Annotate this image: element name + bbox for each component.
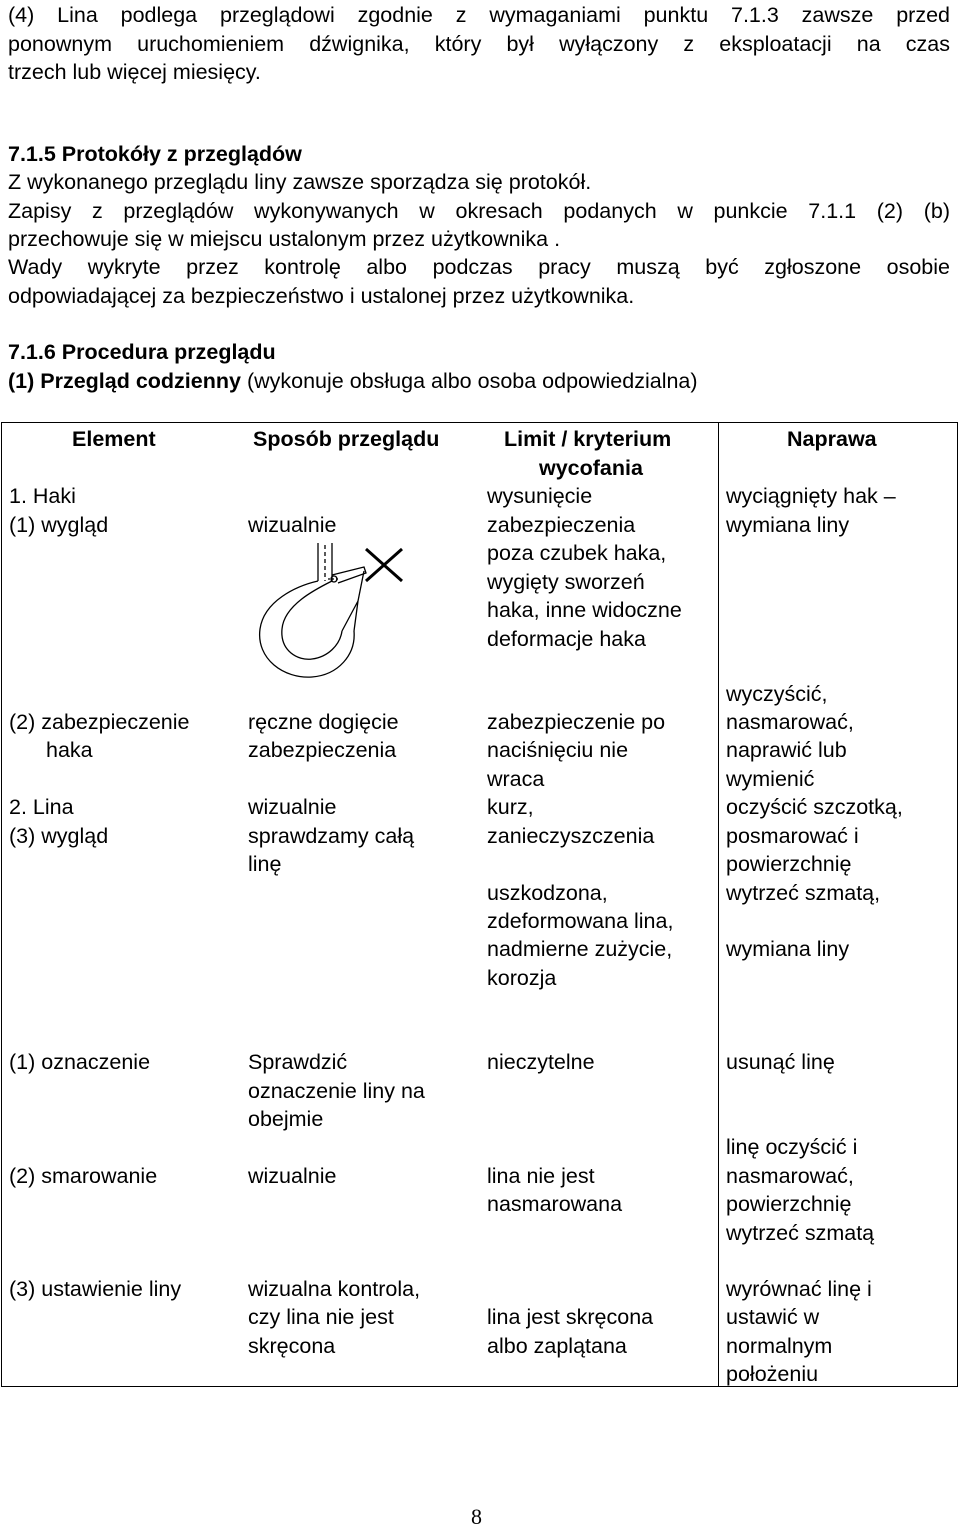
row3-limit-5: zdeformowana lina,	[487, 909, 674, 933]
row4-method-1: Sprawdzić	[248, 1050, 348, 1074]
section-715-line-2: Zapisy z przeglądów wykonywanych w okresach podanych w punkcie 7.1.1 (2) (b)	[8, 199, 950, 223]
row3-method-2: sprawdzamy całą	[248, 824, 415, 848]
page-number: 8	[471, 1504, 482, 1529]
row5-repair-1: linę oczyścić i	[726, 1135, 858, 1159]
section-715-heading: 7.1.5 Protokóły z przeglądów	[8, 142, 302, 166]
row6-method-2: czy lina nie jest	[248, 1305, 394, 1329]
section-715-line-3: przechowuje się w miejscu ustalonym przez użytkownika .	[8, 227, 561, 251]
row5-method-1: wizualnie	[248, 1164, 337, 1188]
row6-repair-2: ustawić w	[726, 1305, 820, 1329]
section-716-sub-bold: (1) Przegląd codzienny	[8, 369, 241, 393]
row1-limit-6: deformacje haka	[487, 627, 646, 651]
row2-limit-1: zabezpieczenie po	[487, 710, 666, 734]
row5-element-1: (2) smarowanie	[9, 1164, 158, 1188]
row3-method-3: linę	[248, 852, 282, 876]
row2-repair-1: wyczyścić,	[726, 682, 828, 706]
section-715-line-5: odpowiadającej za bezpieczeństwo i ustalonej przez użytkownika.	[8, 284, 635, 308]
row3-repair-6: wymiana liny	[726, 937, 850, 961]
row6-element-1: (3) ustawienie liny	[9, 1277, 182, 1301]
row2-method-1: ręczne dogięcie	[248, 710, 399, 734]
header-repair: Naprawa	[787, 427, 877, 451]
row2-element-1: (2) zabezpieczenie	[9, 710, 190, 734]
section-716-subheading	[8, 367, 698, 396]
row2-method-2: zabezpieczenia	[248, 738, 397, 762]
row5-repair-2: nasmarować,	[726, 1164, 854, 1188]
row3-repair-3: powierzchnię	[726, 852, 852, 876]
row3-limit-4: uszkodzona,	[487, 881, 608, 905]
row3-repair-1: oczyścić szczotką,	[726, 795, 903, 819]
row5-repair-3: powierzchnię	[726, 1192, 852, 1216]
row2-repair-3: naprawić lub	[726, 738, 847, 762]
row4-method-2: oznaczenie liny na	[248, 1079, 425, 1103]
section-715-line-4: Wady wykryte przez kontrolę albo podczas pracy muszą być zgłoszone osobie	[8, 255, 950, 279]
row1-limit-5: haka, inne widoczne	[487, 598, 682, 622]
row2-repair-4: wymienić	[726, 767, 815, 791]
row5-limit-1: lina nie jest	[487, 1164, 595, 1188]
row3-element-2: (3) wygląd	[9, 824, 109, 848]
row6-method-1: wizualna kontrola,	[248, 1277, 421, 1301]
header-limit-1: Limit / kryterium	[504, 427, 672, 451]
row3-limit-7: korozja	[487, 966, 557, 990]
row6-method-3: skręcona	[248, 1334, 336, 1358]
row2-limit-2: naciśnięciu nie	[487, 738, 629, 762]
row3-limit-2: zanieczyszczenia	[487, 824, 655, 848]
row4-method-3: obejmie	[248, 1107, 324, 1131]
row3-limit-1: kurz,	[487, 795, 534, 819]
row3-element-1: 2. Lina	[9, 795, 74, 819]
row1-limit-2: zabezpieczenia	[487, 513, 636, 537]
row1-repair-2: wymiana liny	[726, 513, 850, 537]
row4-repair-1: usunąć linę	[726, 1050, 835, 1074]
inspection-table	[1, 422, 958, 1387]
section-715-line-1: Z wykonanego przeglądu liny zawsze sporządza się protokół.	[8, 170, 592, 194]
row1-limit-4: wygięty sworzeń	[487, 570, 645, 594]
row2-limit-3: wraca	[487, 767, 545, 791]
row1-repair-1: wyciągnięty hak –	[726, 484, 896, 508]
header-limit-2: wycofania	[539, 456, 643, 480]
row6-repair-4: położeniu	[726, 1362, 819, 1386]
row6-limit-1: lina jest skręcona	[487, 1305, 654, 1329]
row1-element-2: (1) wygląd	[9, 513, 109, 537]
header-element: Element	[72, 427, 156, 451]
row1-limit-3: poza czubek haka,	[487, 541, 667, 565]
row4-element-1: (1) oznaczenie	[9, 1050, 151, 1074]
row3-repair-4: wytrzeć szmatą,	[726, 881, 881, 905]
row3-repair-2: posmarować i	[726, 824, 859, 848]
header-method: Sposób przeglądu	[253, 427, 440, 451]
intro-line-1: (4) Lina podlega przeglądowi zgodnie z wymaganiami punktu 7.1.3 zawsze przed	[8, 3, 950, 27]
row5-limit-2: nasmarowana	[487, 1192, 623, 1216]
hook-latch-illustration	[246, 541, 414, 681]
row5-repair-4: wytrzeć szmatą	[726, 1221, 875, 1245]
row6-limit-2: albo zaplątana	[487, 1334, 627, 1358]
row1-method-1: wizualnie	[248, 513, 337, 537]
row4-limit-1: nieczytelne	[487, 1050, 595, 1074]
section-716-heading: 7.1.6 Procedura przeglądu	[8, 340, 276, 364]
row2-repair-2: nasmarować,	[726, 710, 854, 734]
section-716-sub-normal: (wykonuje obsługa albo osoba odpowiedzialna)	[240, 369, 698, 393]
intro-line-2: ponownym uruchomieniem dźwignika, który był wyłączony z eksploatacji na czas	[8, 32, 950, 56]
row2-element-2: haka	[46, 738, 93, 762]
intro-line-3: trzech lub więcej miesięcy.	[8, 60, 261, 84]
row1-limit-1: wysunięcie	[487, 484, 593, 508]
row6-repair-1: wyrównać linę i	[726, 1277, 872, 1301]
row6-repair-3: normalnym	[726, 1334, 833, 1358]
row3-limit-6: nadmierne zużycie,	[487, 937, 673, 961]
row3-method-1: wizualnie	[248, 795, 337, 819]
row1-element-1: 1. Haki	[9, 484, 76, 508]
